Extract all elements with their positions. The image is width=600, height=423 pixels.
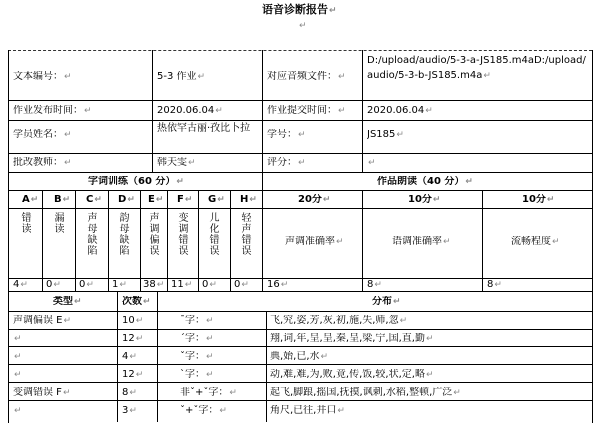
word-col-count: 4↵ (13, 279, 28, 290)
dist-row-tone: ˋ字：↵ (180, 369, 214, 380)
publish-time-value: 2020.06.04↵ (157, 105, 223, 116)
dist-row-tone: ˉ字：↵ (180, 315, 214, 326)
dist-row-tone: ˊ字：↵ (180, 333, 214, 344)
word-training-section-header: 字词训练（60 分）↵ (88, 176, 184, 187)
word-col-count: 0↵ (234, 279, 249, 290)
dist-row-tone: ˇ字：↵ (180, 351, 214, 362)
word-col-name: 声调偏误 (147, 212, 158, 256)
dist-row-type: ↵ (14, 406, 22, 416)
page-title: 语音诊断报告↵ (262, 3, 337, 16)
text-no-value: 5-3 作业↵ (157, 71, 206, 82)
word-col-letter: B↵ (54, 194, 71, 205)
word-col-name: 韵母缺陷 (117, 212, 128, 256)
student-id-label: 学号：↵ (267, 129, 306, 140)
student-name-value: 热依罕古丽·孜比卜拉 (157, 123, 251, 134)
dist-row-words: 角尺,已往,井口↵ (270, 405, 345, 416)
dist-row-type: ↵ (14, 370, 22, 380)
dist-row-type: ↵ (14, 352, 22, 362)
word-col-letter: H↵ (240, 194, 257, 205)
teacher-value: 韩天雯↵ (157, 157, 196, 168)
dist-row-type: ↵ (14, 334, 22, 344)
reading-col-name: 语调准确率↵ (392, 236, 451, 247)
audio-file-label: 对应音频文件：↵ (267, 71, 346, 82)
reading-col-name: 流畅程度↵ (511, 236, 560, 247)
score-value: ↵ (368, 158, 376, 168)
word-col-count: 0↵ (79, 279, 94, 290)
word-col-letter: F↵ (177, 194, 193, 205)
word-col-letter: C↵ (86, 194, 102, 205)
dist-header-distribution: 分布↵ (372, 296, 401, 307)
word-col-name: 变调错误 (176, 212, 187, 256)
teacher-label: 批改教师：↵ (13, 157, 72, 168)
dist-row-count: 4↵ (122, 351, 137, 362)
submit-time-label: 作业提交时间：↵ (267, 105, 346, 116)
word-col-count: 11↵ (171, 279, 193, 290)
word-col-name: 儿化错误 (207, 212, 218, 256)
score-label: 评分：↵ (267, 157, 306, 168)
word-col-letter: E↵ (148, 194, 164, 205)
word-col-letter: D↵ (118, 194, 135, 205)
reading-col-value: 8↵ (367, 279, 382, 290)
dist-row-type: 变调错误 F↵ (13, 387, 71, 398)
reading-col-points: 10分↵ (522, 194, 555, 205)
dist-row-words: 动,难,难,为,败,竟,传,饭,较,状,定,略↵ (270, 369, 434, 380)
student-id-value: JS185↵ (367, 129, 404, 140)
reading-col-value: 8↵ (487, 279, 502, 290)
dist-row-count: 12↵ (122, 333, 144, 344)
word-col-count: 0↵ (46, 279, 61, 290)
submit-time-value: 2020.06.04↵ (367, 105, 433, 116)
word-col-name: 声母缺陷 (85, 212, 96, 256)
paragraph-mark: ↵ (299, 21, 307, 31)
dist-row-count: 8↵ (122, 387, 137, 398)
dist-row-type: 声调偏误 E↵ (13, 315, 72, 326)
word-col-name: 错读 (19, 212, 30, 234)
dist-row-tone: 非ˇ+ˇ字：↵ (180, 387, 237, 398)
text-no-label: 文本编号：↵ (13, 71, 72, 82)
publish-time-label: 作业发布时间：↵ (13, 105, 92, 116)
word-col-count: 0↵ (202, 279, 217, 290)
word-col-letter: G↵ (208, 194, 225, 205)
dist-row-count: 3↵ (122, 405, 137, 416)
student-name-label: 学员姓名：↵ (13, 129, 72, 140)
word-col-count: 38↵ (143, 279, 165, 290)
reading-section-header: 作品朗读（40 分）↵ (377, 176, 473, 187)
dist-row-count: 12↵ (122, 369, 144, 380)
reading-col-name: 声调准确率↵ (285, 236, 344, 247)
dist-row-count: 10↵ (122, 315, 144, 326)
dist-header-type: 类型↵ (53, 296, 82, 307)
word-col-letter: A↵ (22, 194, 39, 205)
reading-col-value: 16↵ (267, 279, 289, 290)
audio-file-value: D:/upload/audio/5-3-a-JS185.m4aD:/upload/audio/5-3-b-JS185.m4a↵ (367, 55, 586, 81)
word-col-count: 1↵ (112, 279, 127, 290)
reading-col-points: 10分↵ (408, 194, 441, 205)
dist-header-count: 次数↵ (122, 296, 151, 307)
dist-row-words: 起飞,脚踉,摇国,抚摸,讽刺,水稻,整顿,广泛↵ (270, 387, 461, 398)
word-col-name: 轻声错误 (239, 212, 250, 256)
word-col-name: 漏读 (52, 212, 63, 234)
reading-col-points: 20分↵ (298, 194, 331, 205)
dist-row-tone: ˇ+ˇ字：↵ (180, 405, 227, 416)
dist-row-words: 典,始,已,水↵ (270, 351, 329, 362)
dist-row-words: 飞,究,姿,芳,灰,初,施,失,师,忽↵ (270, 315, 408, 326)
dist-row-words: 翔,词,年,呈,呈,秦,呈,梁,宁,国,直,勤↵ (270, 333, 434, 344)
